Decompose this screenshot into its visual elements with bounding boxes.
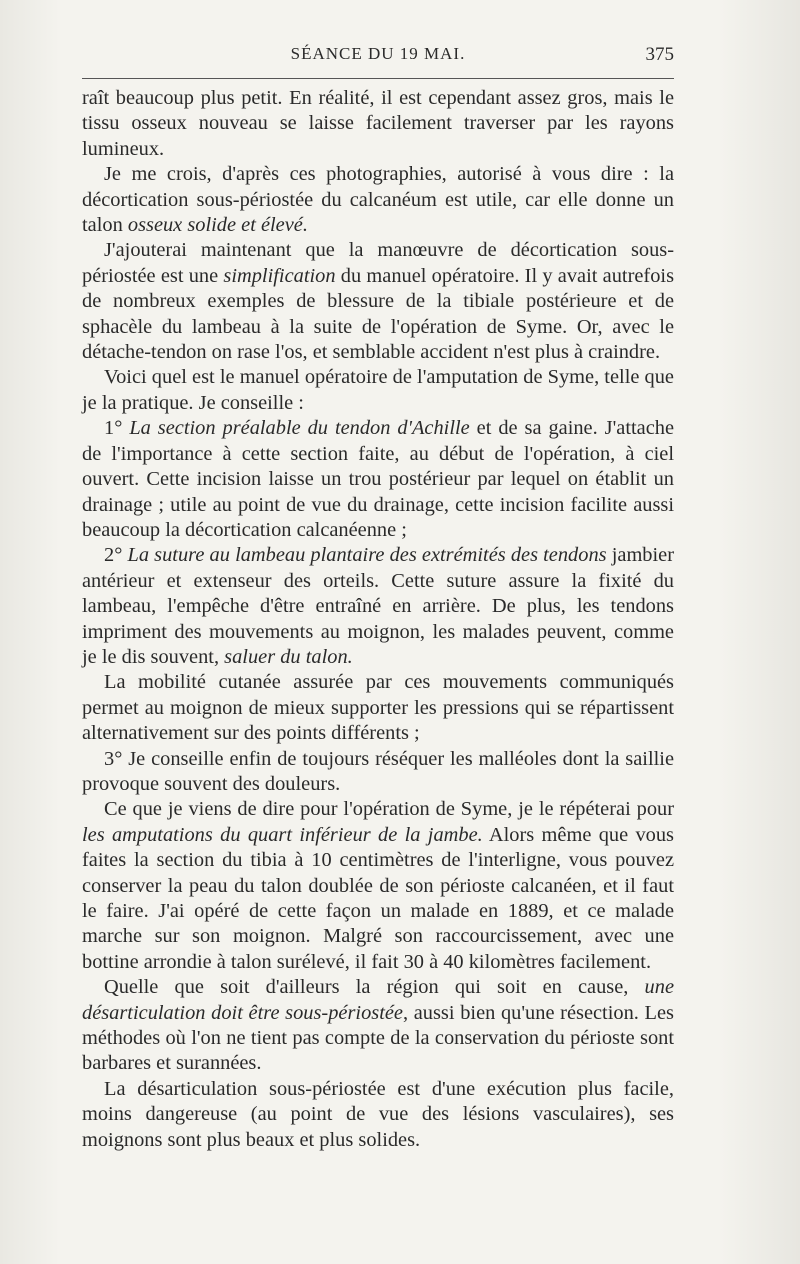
page-number: 375 xyxy=(645,44,674,65)
paragraph xyxy=(82,797,674,975)
paragraph xyxy=(82,747,674,798)
text-span: Quelle que soit d'ailleurs la région qui soit en cause, xyxy=(104,976,645,999)
paragraph xyxy=(82,416,674,543)
text-span: jambier antérieur et extenseur des orteils. Cette suture assure la fixité du lambeau, l'empêche d'être entraîné en arrière. De plus, les tendons impriment des mouvements au moignon, les malades peuvent, comme je le dis souvent, xyxy=(82,544,675,668)
italic-text: simplification xyxy=(223,264,336,287)
italic-text: osseux solide et élevé. xyxy=(127,214,308,237)
text-span: 2° xyxy=(104,544,128,567)
text-span: Voici quel est le manuel opératoire de l'amputation de Syme, telle que je la pratique. Je conseille : xyxy=(82,366,674,414)
text-span: 1° xyxy=(104,417,130,440)
body-text xyxy=(82,86,674,1153)
text-span: du manuel opératoire. Il y avait autrefois de nombreux exemples de blessure de la tibiale postérieure et de sphacèle du lambeau à la suite de l'opération de Syme. Or, avec le détache-tendon on rase l'os, et semblable accident n'est plus à craindre. xyxy=(82,264,674,364)
text-span: 3° Je conseille enfin de toujours réséquer les malléoles dont la saillie provoque souvent des douleurs. xyxy=(82,747,674,795)
text-span: La désarticulation sous-périostée est d'une exécution plus facile, moins dangereuse (au point de vue des lésions vasculaires), ses moignons sont plus beaux et plus solides. xyxy=(82,1077,674,1151)
header-title: SÉANCE DU 19 MAI. xyxy=(290,44,466,63)
paragraph xyxy=(82,975,674,1077)
header-rule xyxy=(82,78,674,79)
text-span: , aussi bien qu'une résection. Les méthodes où l'on ne tient pas compte de la conservation du périoste sont barbares et surannées. xyxy=(82,1001,674,1075)
paragraph xyxy=(82,162,674,238)
paragraph xyxy=(82,238,674,365)
paragraph xyxy=(82,1077,674,1153)
text-span: Alors même que vous faites la section du tibia à 10 centimètres de l'interligne, vous pouvez conserver la peau du talon doublée de son périoste calcanéen, et il faut le faire. J'ai opéré de cette façon un malade en 1889, et ce malade marche sur son moignon. Malgré son raccourcissement, avec une bottine arrondie à talon surélevé, il fait 30 à 40 kilomètres facilement. xyxy=(82,823,674,973)
italic-text: La section préalable du tendon d'Achille xyxy=(129,417,470,440)
running-header xyxy=(82,44,674,70)
italic-text: La suture au lambeau plantaire des extrémités des tendons xyxy=(127,544,607,567)
text-span: raît beaucoup plus petit. En réalité, il est cependant assez gros, mais le tissu osseux nouveau se laisse facilement traverser par les rayons lumineux. xyxy=(82,87,674,160)
text-span: J'ajouterai maintenant que la manœuvre de décortication sous-périostée est une xyxy=(82,239,674,287)
italic-text: les amputations du quart inférieur de la jambe. xyxy=(82,823,483,846)
paragraph xyxy=(82,365,674,416)
paragraph xyxy=(82,670,674,746)
text-span: et de sa gaine. J'attache de l'importance à cette section faite, au début de l'opération, à ciel ouvert. Cette incision laisse un trou postérieur par lequel on établit un drainage ; utile au point de vue du drainage, cette incision facilite aussi beaucoup la décortication calcanéenne ; xyxy=(82,417,674,541)
italic-text: une désarticulation doit être sous-périostée xyxy=(82,976,674,1024)
paragraph xyxy=(82,543,674,670)
text-span: Ce que je viens de dire pour l'opération de Syme, je le répéterai pour xyxy=(104,798,674,821)
text-span: Je me crois, d'après ces photographies, autorisé à vous dire : la décortication sous-périostée du calcanéum est utile, car elle donne un talon xyxy=(82,163,674,237)
text-span: La mobilité cutanée assurée par ces mouvements communiqués permet au moignon de mieux supporter les pressions qui se répartissent alternativement sur des points différents ; xyxy=(82,671,674,745)
paragraph xyxy=(82,86,674,162)
italic-text: saluer du talon. xyxy=(224,645,353,668)
